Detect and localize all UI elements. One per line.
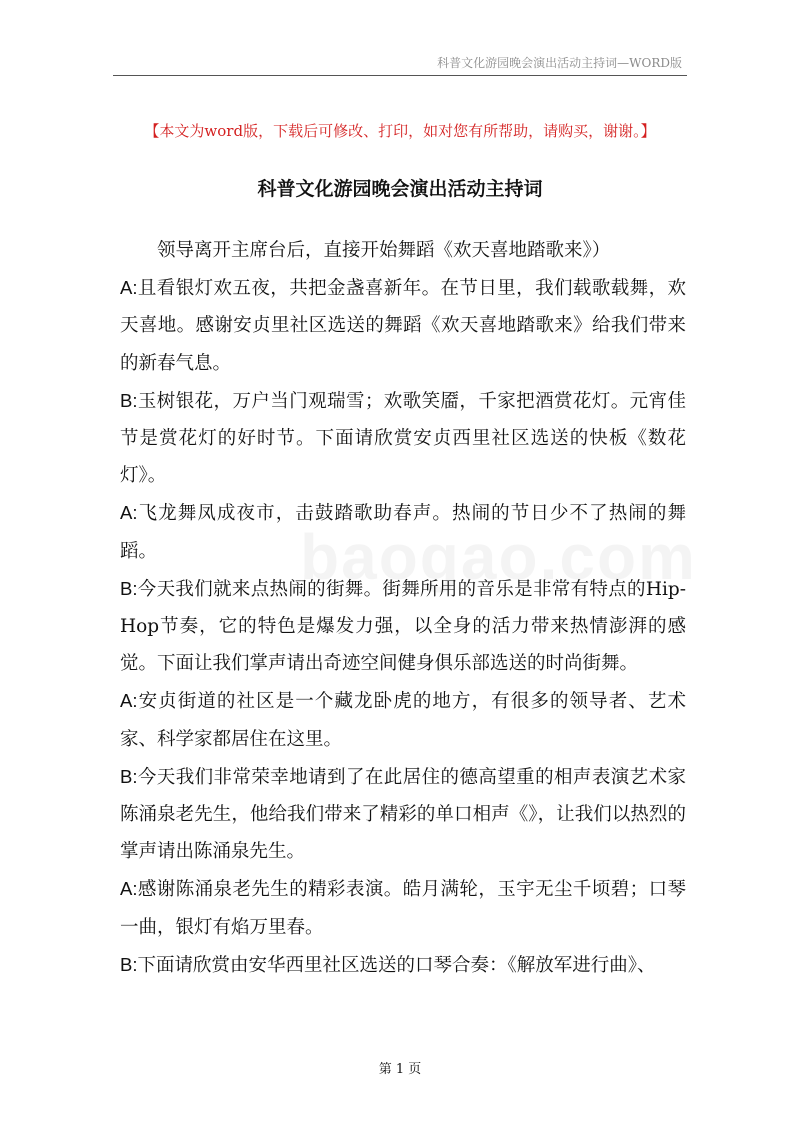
purchase-notice: 【本文为word版，下载后可修改、打印，如对您有所帮助，请购买，谢谢。】	[144, 122, 656, 140]
paragraph-text: 且看银灯欢五夜，共把金盏喜新年。在节日里，我们载歌载舞，欢天喜地。感谢安贞里社区选送的舞蹈《欢天喜地踏歌来》给我们带来的新春气息。	[120, 278, 686, 374]
document-title: 科普文化游园晚会演出活动主持词	[257, 178, 543, 200]
speaker-label: B:	[120, 389, 138, 411]
paragraph	[120, 231, 686, 269]
speaker-label: A:	[120, 690, 138, 712]
paragraph-text: 飞龙舞凤成夜市，击鼓踏歌助春声。热闹的节日少不了热闹的舞蹈。	[120, 503, 686, 562]
paragraph-text: 玉树银花，万户当门观瑞雪；欢歌笑靥，千家把酒赏花灯。元宵佳节是赏花灯的好时节。下面请欣赏安贞西里社区选送的快板《数花灯》。	[120, 390, 686, 487]
speaker-label: A:	[120, 502, 138, 524]
paragraph-text: 今天我们就来点热闹的街舞。街舞所用的音乐是非常有特点的Hip-Hop节奏，它的特色是爆发力强，以全身的活力带来热情澎湃的感觉。下面让我们掌声请出奇迹空间健身俱乐部选送的时尚街舞。	[120, 578, 686, 675]
paragraph-text: 今天我们非常荣幸地请到了在此居住的德高望重的相声表演艺术家陈涌泉老先生，他给我们带来了精彩的单口相声《》，让我们以热烈的掌声请出陈涌泉先生。	[120, 766, 686, 863]
paragraph	[120, 382, 686, 495]
paragraph	[120, 946, 686, 984]
header-divider	[113, 75, 687, 76]
paragraph-text: 下面请欣赏由安华西里社区选送的口琴合奏：《解放军进行曲》、	[137, 954, 656, 976]
paragraph	[120, 269, 686, 382]
speaker-label: B:	[120, 577, 138, 599]
speaker-label: B:	[120, 953, 138, 975]
page-number: 第 1 页	[378, 1062, 422, 1077]
speaker-label: A:	[120, 878, 138, 900]
paragraph	[120, 570, 686, 683]
paragraph-text: 感谢陈涌泉老先生的精彩表演。皓月满轮，玉宇无尘千顷碧；口琴一曲，银灯有焰万里春。	[120, 879, 686, 938]
paragraph	[120, 682, 686, 757]
document-body	[120, 231, 686, 984]
running-header: 科普文化游园晚会演出活动主持词—WORD版	[437, 56, 682, 70]
paragraph-text: 安贞街道的社区是一个藏龙卧虎的地方，有很多的领导者、艺术家、科学家都居住在这里。	[120, 691, 686, 750]
paragraph	[120, 494, 686, 569]
speaker-label: A:	[120, 277, 138, 299]
paragraph	[120, 870, 686, 945]
paragraph	[120, 758, 686, 871]
speaker-label: B:	[120, 765, 138, 787]
paragraph-text: 领导离开主席台后，直接开始舞蹈《欢天喜地踏歌来》）	[157, 240, 611, 261]
